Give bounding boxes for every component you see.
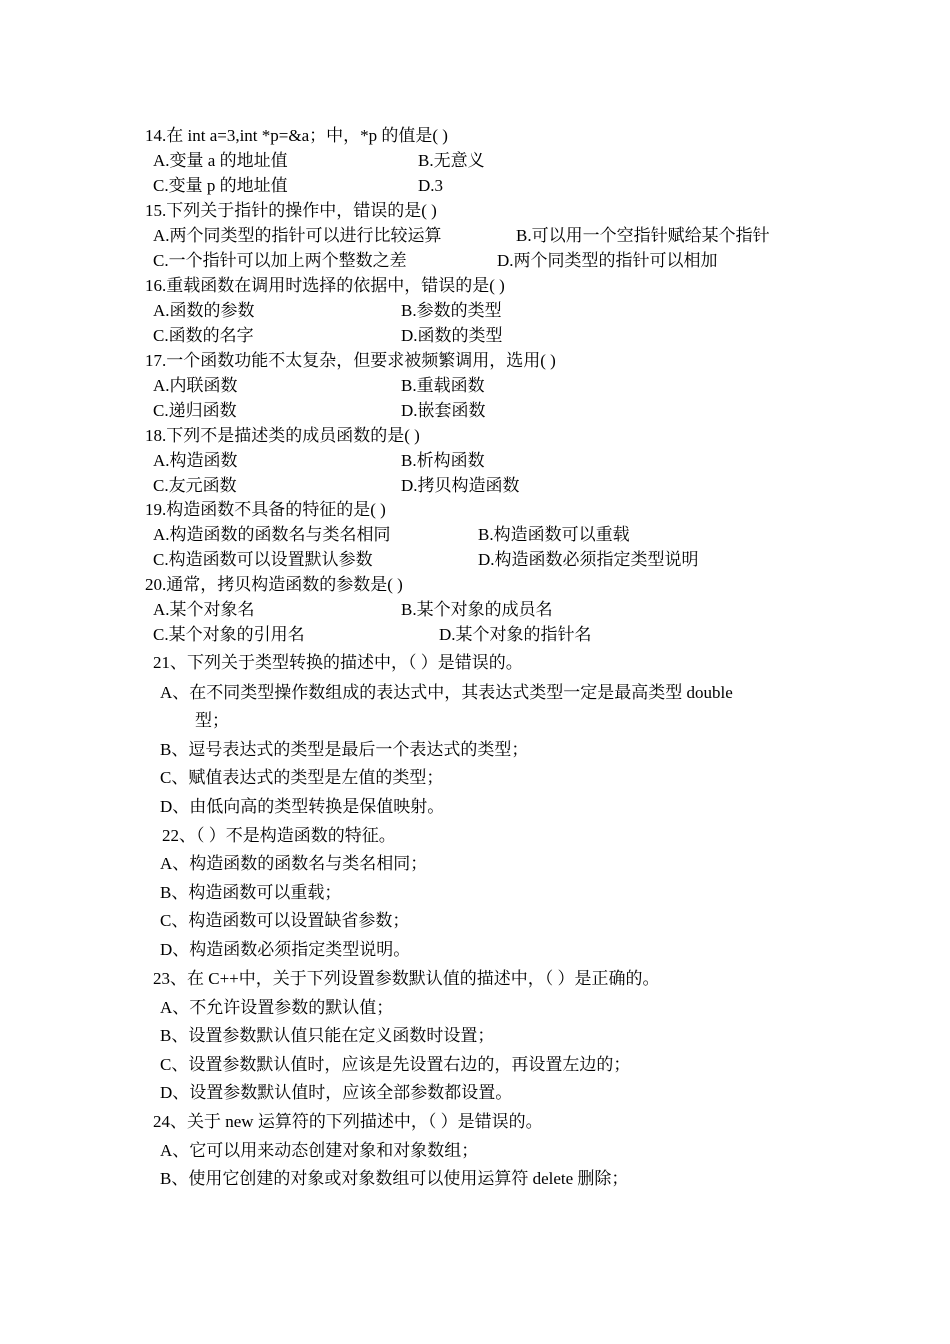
question-24-stem: 24、关于 new 运算符的下列描述中，（ ）是错误的。 [153, 1112, 543, 1131]
question-18-option-a: A.构造函数 [153, 451, 238, 470]
question-19-option-a: A.构造函数的函数名与类名相同 [153, 525, 391, 544]
question-23-option-b: B、设置参数默认值只能在定义函数时设置； [160, 1026, 495, 1045]
question-16-option-a: A.函数的参数 [153, 301, 255, 320]
question-19-option-b: B.构造函数可以重载 [478, 525, 630, 544]
question-14-option-d: D.3 [418, 176, 444, 195]
question-18-option-b: B.析构函数 [401, 451, 485, 470]
question-20-option-b: B.某个对象的成员名 [401, 600, 553, 619]
question-18-stem: 18.下列不是描述类的成员函数的是( ) [145, 426, 420, 445]
question-23-option-a: A、不允许设置参数的默认值； [160, 998, 394, 1017]
question-14-option-c: C.变量 p 的地址值 [153, 176, 288, 195]
question-17-option-c: C.递归函数 [153, 401, 237, 420]
question-23-stem: 23、在 C++中，关于下列设置参数默认值的描述中，（ ）是正确的。 [153, 969, 660, 988]
question-20-option-c: C.某个对象的引用名 [153, 625, 305, 644]
question-22-option-b: B、构造函数可以重载； [160, 883, 342, 902]
question-21-option-b: B、逗号表达式的类型是最后一个表达式的类型； [160, 740, 529, 759]
question-17-option-a: A.内联函数 [153, 376, 238, 395]
question-20-option-d: D.某个对象的指针名 [439, 625, 592, 644]
question-22-option-c: C、构造函数可以设置缺省参数； [160, 911, 410, 930]
question-15-option-d: D.两个同类型的指针可以相加 [497, 251, 718, 270]
question-16-option-b: B.参数的类型 [401, 301, 502, 320]
question-15-option-b: B.可以用一个空指针赋给某个指针 [516, 226, 770, 245]
question-15-option-c: C.一个指针可以加上两个整数之差 [153, 251, 407, 270]
question-16-stem: 16.重载函数在调用时选择的依据中，错误的是( ) [145, 276, 505, 295]
question-21-option-c: C、赋值表达式的类型是左值的类型； [160, 768, 444, 787]
question-22-option-a: A、构造函数的函数名与类名相同； [160, 854, 428, 873]
question-21-option-a-continued: 型； [195, 711, 229, 730]
question-14-stem: 14.在 int a=3,int *p=&a；中，*p 的值是( ) [145, 126, 448, 145]
question-21-option-a: A、在不同类型操作数组成的表达式中，其表达式类型一定是最高类型 double [160, 683, 733, 702]
question-15-stem: 15.下列关于指针的操作中，错误的是( ) [145, 201, 437, 220]
question-14-option-a: A.变量 a 的地址值 [153, 151, 288, 170]
question-19-stem: 19.构造函数不具备的特征的是( ) [145, 500, 386, 519]
question-24-option-b: B、使用它创建的对象或对象数组可以使用运算符 delete 删除； [160, 1169, 629, 1188]
question-22-option-d: D、构造函数必须指定类型说明。 [160, 940, 411, 959]
question-16-option-d: D.函数的类型 [401, 326, 503, 345]
question-23-option-d: D、设置参数默认值时，应该全部参数都设置。 [160, 1083, 513, 1102]
question-20-option-a: A.某个对象名 [153, 600, 255, 619]
question-14-option-b: B.无意义 [418, 151, 485, 170]
question-17-option-d: D.嵌套函数 [401, 401, 486, 420]
question-17-stem: 17.一个函数功能不太复杂，但要求被频繁调用，选用( ) [145, 351, 556, 370]
question-15-option-a: A.两个同类型的指针可以进行比较运算 [153, 226, 442, 245]
question-16-option-c: C.函数的名字 [153, 326, 254, 345]
question-17-option-b: B.重载函数 [401, 376, 485, 395]
question-19-option-c: C.构造函数可以设置默认参数 [153, 550, 373, 569]
question-20-stem: 20.通常，拷贝构造函数的参数是( ) [145, 575, 403, 594]
question-24-option-a: A、它可以用来动态创建对象和对象数组； [160, 1141, 479, 1160]
question-18-option-d: D.拷贝构造函数 [401, 476, 520, 495]
question-22-stem: 22、（ ）不是构造函数的特征。 [162, 826, 396, 845]
question-23-option-c: C、设置参数默认值时，应该是先设置右边的，再设置左边的； [160, 1055, 631, 1074]
question-21-stem: 21、下列关于类型转换的描述中，（ ）是错误的。 [153, 653, 523, 672]
question-18-option-c: C.友元函数 [153, 476, 237, 495]
question-19-option-d: D.构造函数必须指定类型说明 [478, 550, 699, 569]
question-21-option-d: D、由低向高的类型转换是保值映射。 [160, 797, 445, 816]
